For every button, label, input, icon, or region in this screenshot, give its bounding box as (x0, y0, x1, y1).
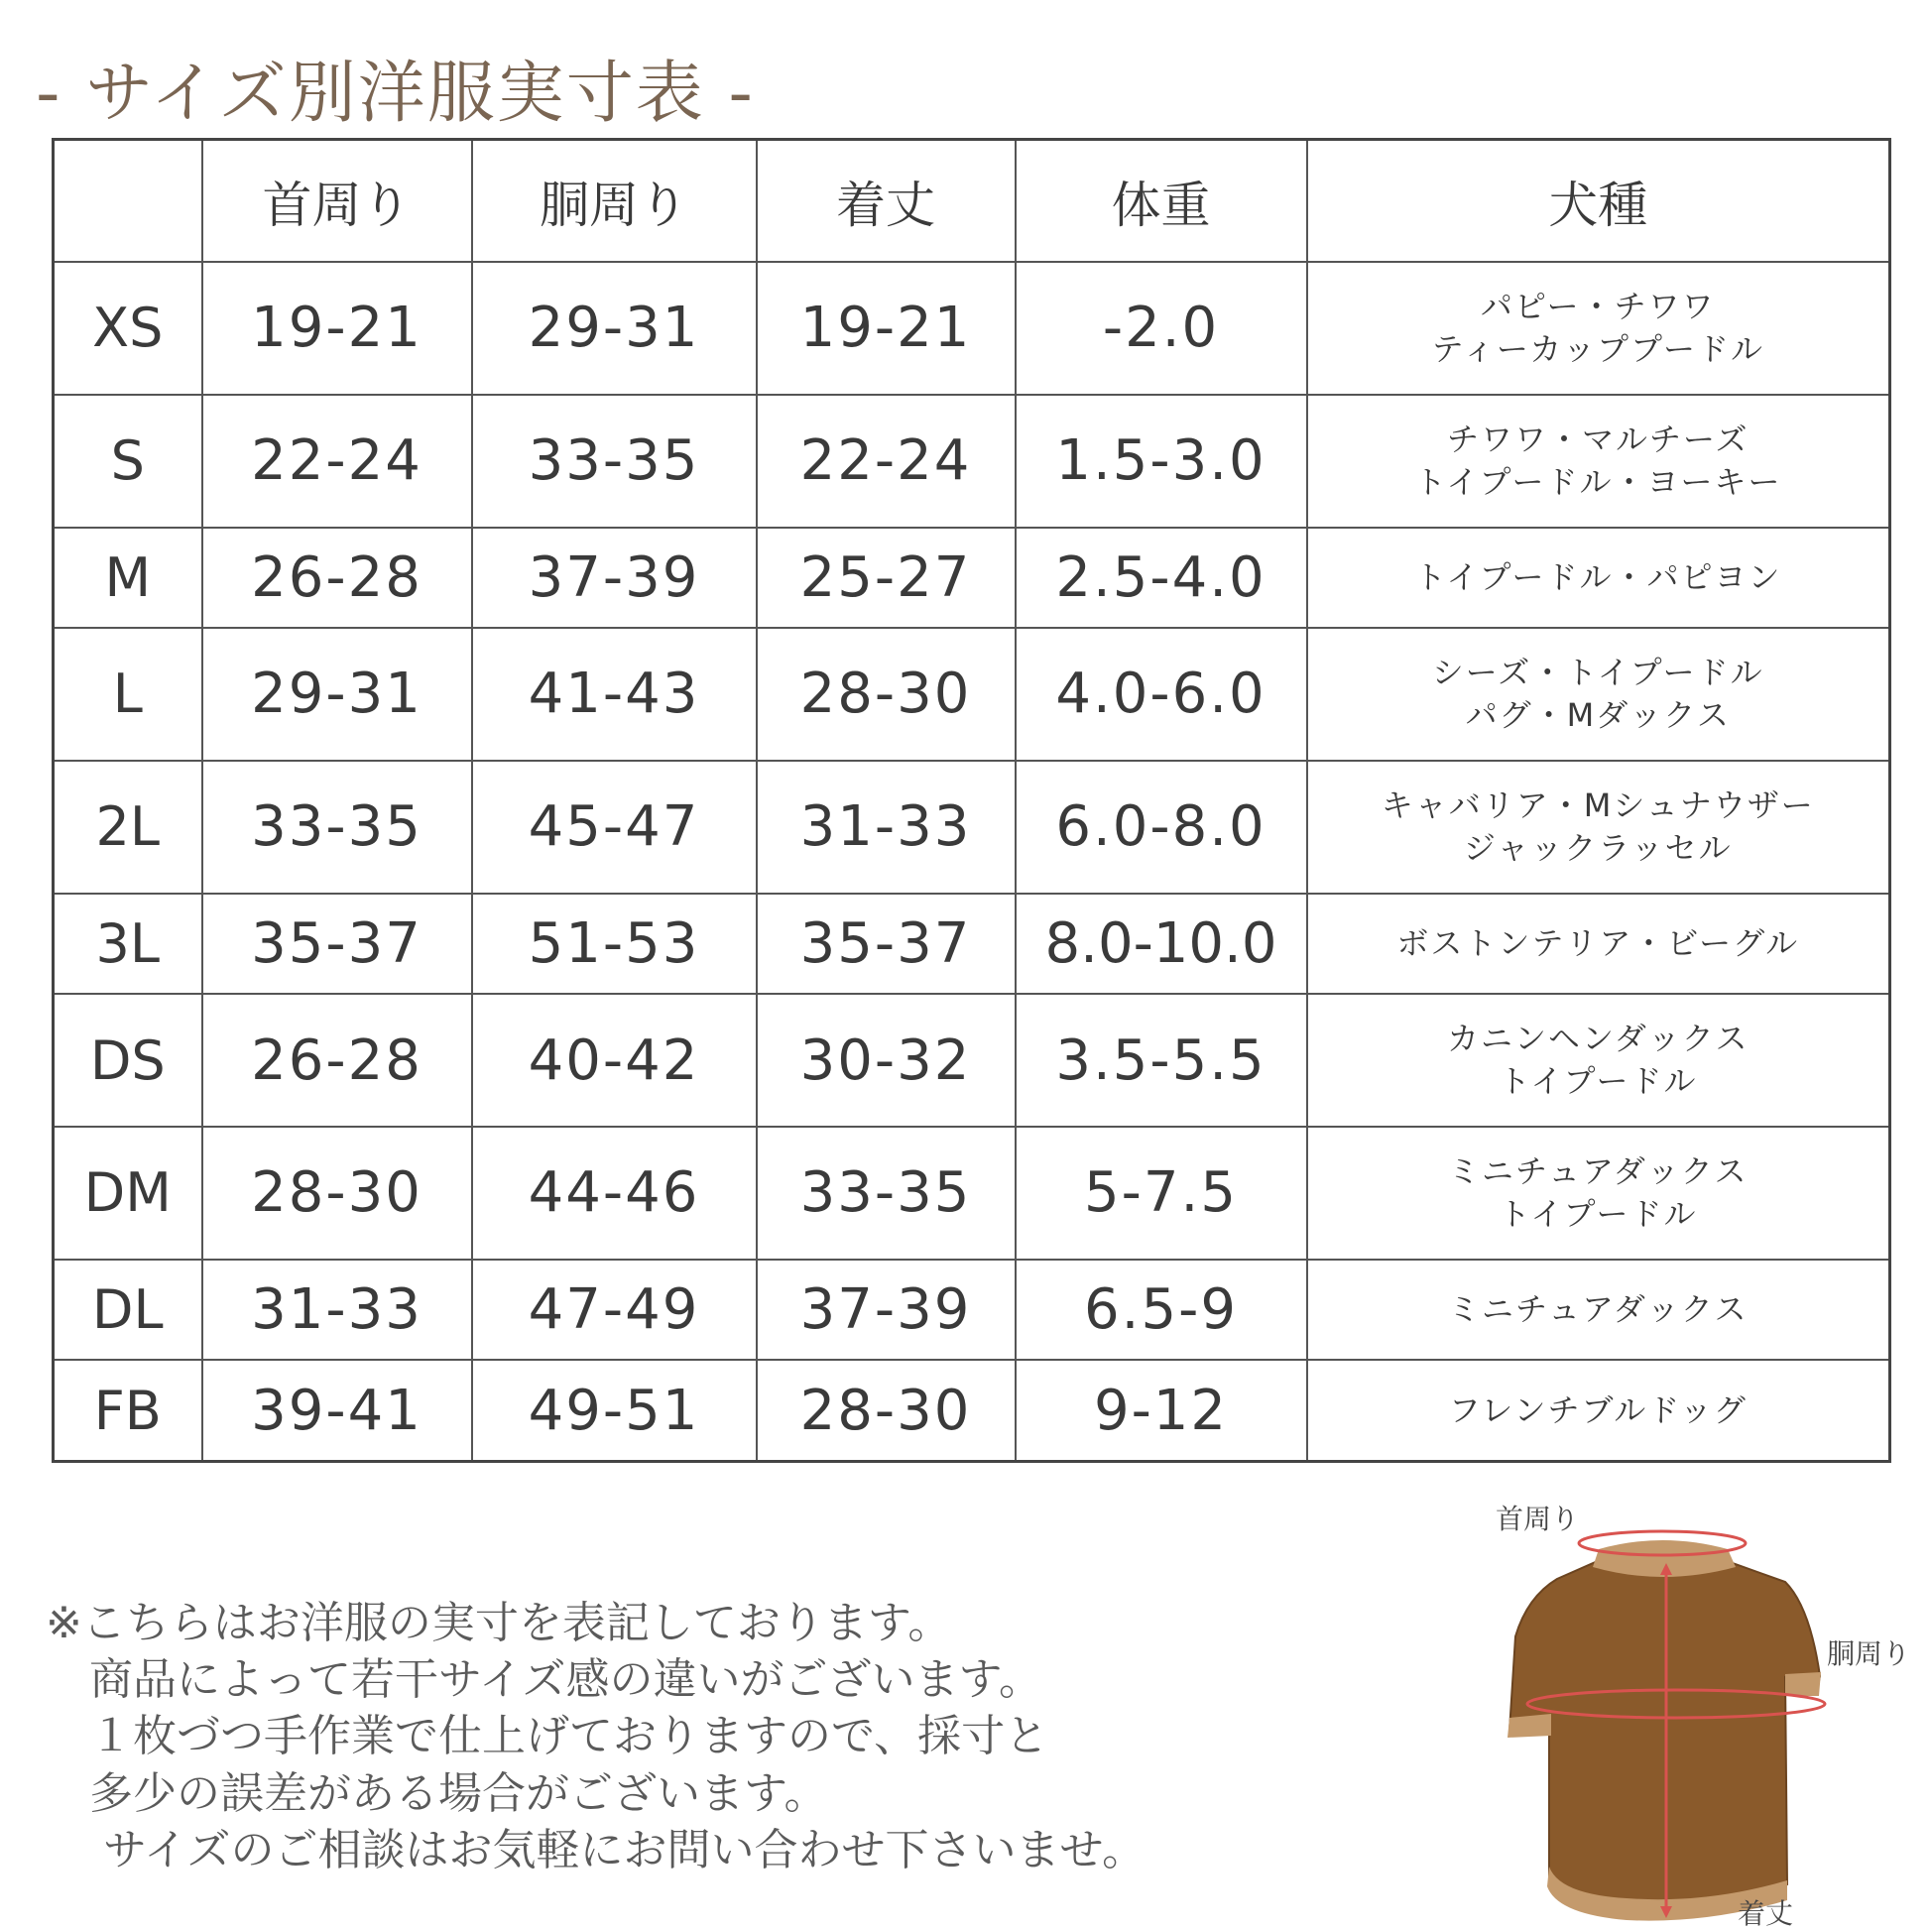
size-cell: 3L (54, 894, 202, 994)
header-breed: 犬種 (1307, 140, 1890, 263)
chest-cell: 51-53 (472, 894, 757, 994)
breed-line: ティーカッププードル (1431, 329, 1765, 368)
breed-cell (1307, 628, 1890, 761)
chest-label: 胴周り (1827, 1637, 1911, 1670)
size-cell: XS (54, 262, 202, 395)
neck-cell: 22-24 (202, 395, 472, 528)
table-row (54, 395, 1890, 528)
size-cell: 2L (54, 761, 202, 894)
page-title: - サイズ別洋服実寸表 - (36, 55, 755, 133)
header-length: 着丈 (757, 140, 1016, 263)
weight-cell: 5-7.5 (1016, 1127, 1307, 1260)
breed-line: チワワ・マルチーズ (1447, 420, 1749, 458)
shirt-right-cuff (1785, 1672, 1821, 1696)
length-cell: 30-32 (757, 994, 1016, 1127)
chest-cell: 41-43 (472, 628, 757, 761)
size-cell: S (54, 395, 202, 528)
chest-cell: 47-49 (472, 1260, 757, 1360)
breed-cell (1307, 528, 1890, 628)
breed-line: キャバリア・Mシュナウザー (1381, 785, 1815, 824)
table-row (54, 1127, 1890, 1260)
neck-cell: 35-37 (202, 894, 472, 994)
neck-label: 首周り (1496, 1503, 1580, 1535)
measurement-diagram (1468, 1488, 1924, 1930)
breed-line: パグ・Mダックス (1465, 695, 1731, 734)
note-line: 商品によって若干サイズ感の違いがございます。 (46, 1654, 1042, 1706)
size-cell: DS (54, 994, 202, 1127)
table-row (54, 1260, 1890, 1360)
breed-cell (1307, 1360, 1890, 1461)
size-cell: DM (54, 1127, 202, 1260)
chest-cell: 33-35 (472, 395, 757, 528)
weight-cell: 4.0-6.0 (1016, 628, 1307, 761)
breed-cell (1307, 894, 1890, 994)
breed-cell (1307, 1260, 1890, 1360)
chest-cell: 49-51 (472, 1360, 757, 1461)
weight-cell: -2.0 (1016, 262, 1307, 395)
header-chest: 胴周り (472, 140, 757, 263)
breed-cell (1307, 761, 1890, 894)
length-cell: 35-37 (757, 894, 1016, 994)
length-cell: 19-21 (757, 262, 1016, 395)
table-row (54, 1360, 1890, 1461)
length-cell: 37-39 (757, 1260, 1016, 1360)
breed-cell (1307, 262, 1890, 395)
chest-cell: 45-47 (472, 761, 757, 894)
breed-line: フレンチブルドッグ (1448, 1390, 1748, 1429)
neck-cell: 19-21 (202, 262, 472, 395)
table-row (54, 894, 1890, 994)
length-cell: 28-30 (757, 1360, 1016, 1461)
chest-cell: 29-31 (472, 262, 757, 395)
header-neck: 首周り (202, 140, 472, 263)
breed-line: ミニチュアダックス (1448, 1151, 1749, 1190)
neck-cell: 28-30 (202, 1127, 472, 1260)
breed-line: シーズ・トイプードル (1431, 653, 1764, 691)
neck-cell: 29-31 (202, 628, 472, 761)
breed-line: トイプードル (1499, 1194, 1698, 1233)
size-table (52, 138, 1891, 1463)
weight-cell: 9-12 (1016, 1360, 1307, 1461)
length-label: 着丈 (1738, 1897, 1794, 1930)
length-cell: 33-35 (757, 1127, 1016, 1260)
breed-line: パピー・チワワ (1480, 287, 1716, 325)
weight-cell: 1.5-3.0 (1016, 395, 1307, 528)
table-header-row (54, 140, 1890, 263)
length-cell: 28-30 (757, 628, 1016, 761)
length-cell: 25-27 (757, 528, 1016, 628)
note-line: ※こちらはお洋服の実寸を表記しております。 (46, 1598, 952, 1648)
table-row (54, 994, 1890, 1127)
neck-cell: 26-28 (202, 528, 472, 628)
breed-cell (1307, 1127, 1890, 1260)
size-note (46, 1595, 1146, 1878)
chest-cell: 40-42 (472, 994, 757, 1127)
neck-cell: 31-33 (202, 1260, 472, 1360)
weight-cell: 6.0-8.0 (1016, 761, 1307, 894)
breed-line: トイプードル・ヨーキー (1414, 462, 1782, 501)
breed-cell (1307, 395, 1890, 528)
size-cell: FB (54, 1360, 202, 1461)
neck-cell: 33-35 (202, 761, 472, 894)
breed-line: トイプードル・パピヨン (1414, 557, 1782, 596)
breed-line: ミニチュアダックス (1448, 1289, 1749, 1328)
shirt-left-cuff (1508, 1714, 1551, 1738)
chest-cell: 37-39 (472, 528, 757, 628)
table-row (54, 528, 1890, 628)
weight-cell: 3.5-5.5 (1016, 994, 1307, 1127)
breed-line: トイプードル (1499, 1062, 1698, 1101)
breed-cell (1307, 994, 1890, 1127)
header-weight: 体重 (1016, 140, 1307, 263)
length-cell: 31-33 (757, 761, 1016, 894)
breed-line: カニンヘンダックス (1447, 1019, 1749, 1057)
size-cell: L (54, 628, 202, 761)
neck-cell: 26-28 (202, 994, 472, 1127)
weight-cell: 2.5-4.0 (1016, 528, 1307, 628)
weight-cell: 6.5-9 (1016, 1260, 1307, 1360)
breed-line: ボストンテリア・ビーグル (1396, 923, 1800, 962)
note-line: １枚づつ手作業で仕上げておりますので、採寸と (46, 1711, 1049, 1762)
note-line: サイズのご相談はお気軽にお問い合わせ下さいませ。 (46, 1824, 1146, 1875)
chest-cell: 44-46 (472, 1127, 757, 1260)
note-line: 多少の誤差がある場合がございます。 (46, 1767, 828, 1819)
breed-line: ジャックラッセル (1463, 828, 1733, 867)
size-cell: M (54, 528, 202, 628)
header-size (54, 140, 202, 263)
weight-cell: 8.0-10.0 (1016, 894, 1307, 994)
table-row (54, 761, 1890, 894)
dog-shirt-illustration (1468, 1488, 1924, 1930)
table-row (54, 628, 1890, 761)
table-row (54, 262, 1890, 395)
neck-cell: 39-41 (202, 1360, 472, 1461)
length-cell: 22-24 (757, 395, 1016, 528)
size-cell: DL (54, 1260, 202, 1360)
